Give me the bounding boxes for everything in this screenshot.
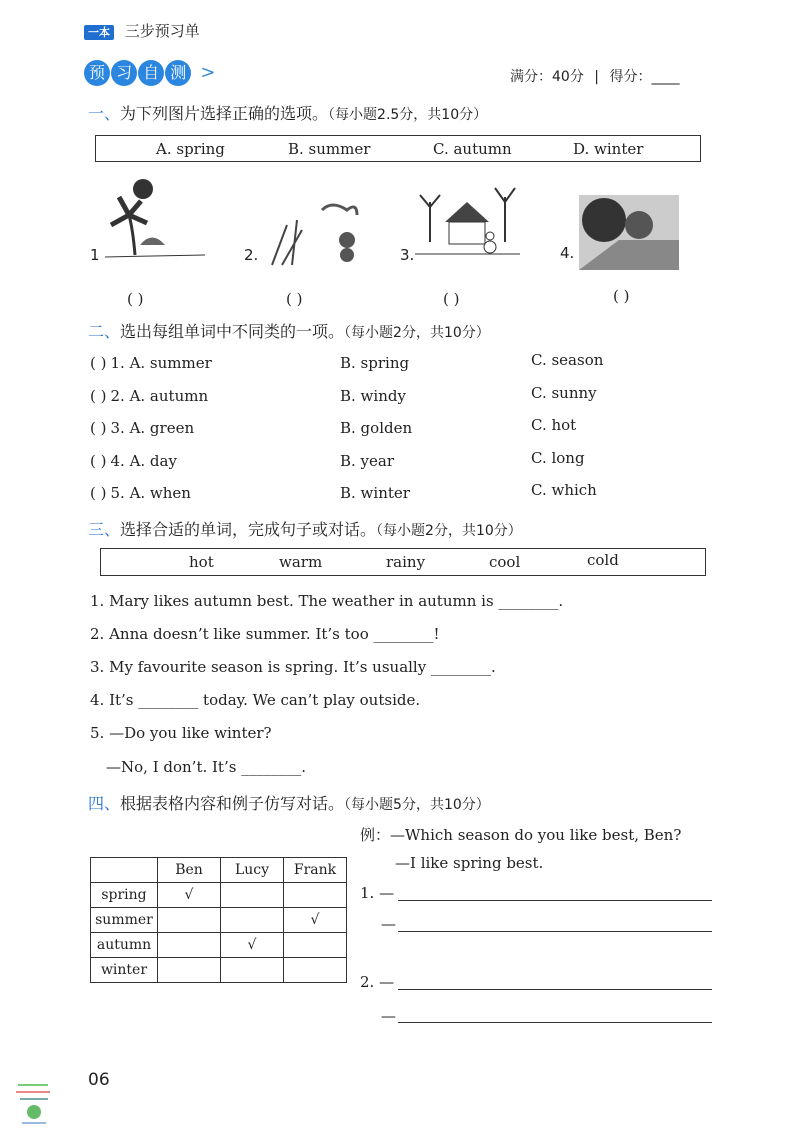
table-cell <box>221 958 284 983</box>
part1-heading <box>88 101 487 124</box>
table-cell: √ <box>158 883 221 908</box>
answer-blank[interactable]: ( ) <box>127 290 144 308</box>
sentence: 1. Mary likes autumn best. The weather in autumn is ________. <box>90 592 564 610</box>
part-number: 二、 <box>88 322 121 341</box>
table-cell: summer <box>91 908 158 933</box>
answer-blank[interactable]: ( ) <box>613 287 630 305</box>
option: B. summer <box>288 140 371 158</box>
part-title: 选择合适的单词，完成句子或对话。 <box>120 520 377 539</box>
header-title: 三步预习单 <box>124 22 200 40</box>
answer-blank[interactable]: ( ) <box>443 290 460 308</box>
section-banner <box>84 60 215 86</box>
part-points: （每小题5分，共10分） <box>344 797 490 813</box>
table-cell <box>284 958 347 983</box>
table-cell: √ <box>221 933 284 958</box>
word: cold <box>587 551 619 569</box>
answer-dash: — <box>381 915 396 933</box>
picture-label: 3. <box>400 246 415 264</box>
table-cell: autumn <box>91 933 158 958</box>
table-cell <box>158 958 221 983</box>
part-points: （每小题2分，共10分） <box>344 325 490 341</box>
table-row <box>91 908 347 933</box>
table-cell: winter <box>91 958 158 983</box>
table-cell <box>284 933 347 958</box>
sentence: 3. My favourite season is spring. It’s usually ________. <box>90 658 496 676</box>
score-info: 满分：40分 | 得分：____ <box>510 69 680 85</box>
option-b: B. year <box>340 452 395 470</box>
list-item <box>90 351 604 372</box>
part-number: 四、 <box>88 794 121 813</box>
answer-number: 1. — <box>360 884 395 902</box>
sentence: 2. Anna doesn’t like summer. It’s too ________! <box>90 625 440 643</box>
part-points: （每小题2分，共10分） <box>376 523 522 539</box>
example-line: 例：—Which season do you like best, Ben? <box>360 826 682 844</box>
option-c: C. hot <box>531 416 577 434</box>
option: D. winter <box>573 140 644 158</box>
answer-line[interactable] <box>398 1022 712 1023</box>
table-cell: spring <box>91 883 158 908</box>
answer-dash: — <box>381 1007 396 1025</box>
list-item <box>90 449 585 470</box>
part-title: 选出每组单词中不同类的一项。 <box>120 322 345 341</box>
full-score: 满分：40分 <box>510 69 584 85</box>
option-c: C. long <box>531 449 585 467</box>
option-a: 3. A. green <box>110 419 195 437</box>
sentence: —No, I don’t. It’s ________. <box>106 758 306 776</box>
word: hot <box>189 553 214 571</box>
word: cool <box>489 553 521 571</box>
page-number: 06 <box>88 1070 110 1090</box>
table-row <box>91 933 347 958</box>
option-a: 1. A. summer <box>110 354 212 372</box>
option-a: 4. A. day <box>110 452 177 470</box>
part3-heading <box>88 517 522 540</box>
word: warm <box>279 553 323 571</box>
table-row <box>91 883 347 908</box>
picture-label: 4. <box>560 244 575 262</box>
answer-line[interactable] <box>398 900 712 901</box>
part-points: （每小题2.5分，共10分） <box>328 107 488 123</box>
options-box <box>95 135 701 162</box>
answer-blank[interactable]: ( ) <box>286 290 303 308</box>
list-item <box>90 384 597 405</box>
example-line: —I like spring best. <box>395 854 544 872</box>
option-c: C. which <box>531 481 597 499</box>
header <box>84 20 200 41</box>
option-b: B. winter <box>340 484 410 502</box>
word-bank-box <box>100 548 706 576</box>
option-b: B. windy <box>340 387 406 405</box>
autumn-trees-icon <box>579 195 679 270</box>
chevron-right-icon: > <box>200 62 216 83</box>
answer-blank[interactable]: ( ) <box>90 484 107 502</box>
part-number: 一、 <box>88 104 121 123</box>
season-table <box>90 857 347 983</box>
option-a: 5. A. when <box>110 484 191 502</box>
part-title: 为下列图片选择正确的选项。 <box>120 104 329 123</box>
part4-heading <box>88 791 490 814</box>
table-cell <box>158 908 221 933</box>
answer-number: 2. — <box>360 973 395 991</box>
banner-char: 自 <box>138 60 164 86</box>
answer-line[interactable] <box>398 931 712 932</box>
option: C. autumn <box>433 140 512 158</box>
answer-blank[interactable]: ( ) <box>90 419 107 437</box>
table-cell <box>91 858 158 883</box>
picture-label: 2. <box>244 246 259 264</box>
beach-sun-icon <box>105 175 210 265</box>
word: rainy <box>386 553 426 571</box>
publisher-logo-icon <box>14 1082 54 1127</box>
table-row <box>91 958 347 983</box>
banner-char: 预 <box>84 60 110 86</box>
flowers-birds-icon <box>262 195 362 270</box>
answer-blank[interactable]: ( ) <box>90 452 107 470</box>
answer-line[interactable] <box>398 989 712 990</box>
part-title: 根据表格内容和例子仿写对话。 <box>120 794 345 813</box>
sentence: 5. —Do you like winter? <box>90 724 272 742</box>
list-item <box>90 416 577 437</box>
option: A. spring <box>156 140 225 158</box>
brand-logo: 一本 <box>84 25 114 40</box>
picture-label: 1 <box>90 246 100 264</box>
table-header-row <box>91 858 347 883</box>
list-item <box>90 481 597 502</box>
answer-blank[interactable]: ( ) <box>90 387 107 405</box>
table-cell <box>221 908 284 933</box>
part-number: 三、 <box>88 520 121 539</box>
banner-char: 测 <box>165 60 191 86</box>
option-b: B. spring <box>340 354 410 372</box>
table-cell <box>221 883 284 908</box>
sentence: 4. It’s ________ today. We can’t play outside. <box>90 691 421 709</box>
table-cell <box>284 883 347 908</box>
table-cell: √ <box>284 908 347 933</box>
table-header: Lucy <box>221 858 284 883</box>
option-c: C. season <box>531 351 604 369</box>
table-header: Frank <box>284 858 347 883</box>
score-field: 得分：____ <box>609 69 680 85</box>
banner-char: 习 <box>111 60 137 86</box>
option-b: B. golden <box>340 419 413 437</box>
snowy-house-icon <box>415 182 520 267</box>
answer-blank[interactable]: ( ) <box>90 354 107 372</box>
table-cell <box>158 933 221 958</box>
part2-heading <box>88 319 490 342</box>
table-header: Ben <box>158 858 221 883</box>
option-a: 2. A. autumn <box>110 387 209 405</box>
option-c: C. sunny <box>531 384 597 402</box>
